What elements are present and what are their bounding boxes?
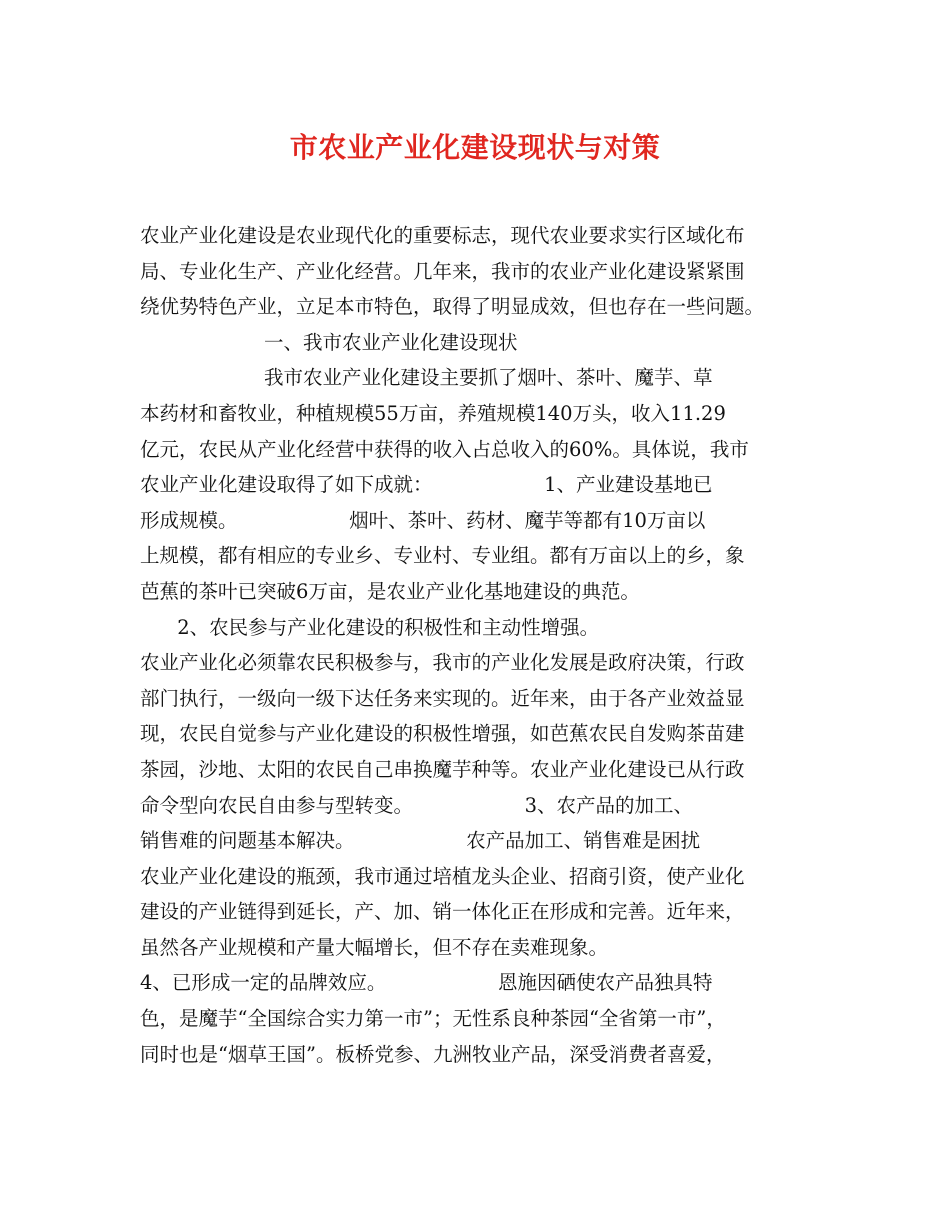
text-line: 虽然各产业规模和产量大幅增长，但不存在卖难现象。	[140, 935, 609, 959]
document-title: 市农业产业化建设现状与对策	[289, 131, 661, 164]
text-line: 同时也是“烟草王国”。板桥党参、九洲牧业产品，深受消费者喜爱，	[140, 1042, 726, 1066]
text-line: 局、专业化生产、产业化经营。几年来，我市的农业产业化建设紧紧围	[140, 259, 745, 283]
text-line: 4、已形成一定的品牌效应。 恩施因硒使农产品独具特	[140, 971, 713, 995]
document-body	[140, 218, 820, 1072]
text-line: 农业产业化必须靠农民积极参与，我市的产业化发展是政府决策，行政	[140, 651, 745, 675]
text-line: 建设的产业链得到延长，产、加、销一体化正在形成和完善。近年来，	[140, 900, 745, 924]
text-line: 现，农民自觉参与产业化建设的积极性增强，如芭蕉农民自发购茶苗建	[140, 722, 745, 746]
section-heading: 一、我市农业产业化建设现状	[140, 330, 518, 354]
text-line: 色，是魔芋“全国综合实力第一市”；无性系良种茶园“全省第一市”，	[140, 1007, 726, 1031]
text-line: 形成规模。 烟叶、茶叶、药材、魔芋等都有10万亩以	[140, 508, 706, 532]
text-line: 上规模，都有相应的专业乡、专业村、专业组。都有万亩以上的乡，象	[140, 544, 745, 568]
text-line: 绕优势特色产业，立足本市特色，取得了明显成效，但也存在一些问题。	[140, 295, 765, 319]
text-line: 芭蕉的茶叶已突破6万亩，是农业产业化基地建设的典范。	[140, 579, 640, 603]
text-line: 茶园，沙地、太阳的农民自己串换魔芋种等。农业产业化建设已从行政	[140, 757, 745, 781]
text-line: 农业产业化建设取得了如下成就： 1、产业建设基地已	[140, 473, 713, 497]
text-line: 命令型向农民自由参与型转变。 3、农产品的加工、	[140, 793, 693, 817]
text-line: 我市农业产业化建设主要抓了烟叶、茶叶、魔芋、草	[140, 366, 713, 390]
text-line: 部门执行，一级向一级下达任务来实现的。近年来，由于各产业效益显	[140, 686, 745, 710]
text-line: 本药材和畜牧业，种植规模55万亩，养殖规模140万头，收入11.29	[140, 401, 726, 425]
text-line: 亿元，农民从产业化经营中获得的收入占总收入的60%。具体说，我市	[140, 437, 749, 461]
text-line: 农业产业化建设的瓶颈，我市通过培植龙头企业、招商引资，使产业化	[140, 864, 745, 888]
text-line: 2、农民参与产业化建设的积极性和主动性增强。	[140, 615, 600, 639]
text-line: 销售难的问题基本解决。 农产品加工、销售难是困扰	[140, 829, 701, 853]
text-line: 农业产业化建设是农业现代化的重要标志，现代农业要求实行区域化布	[140, 224, 745, 247]
